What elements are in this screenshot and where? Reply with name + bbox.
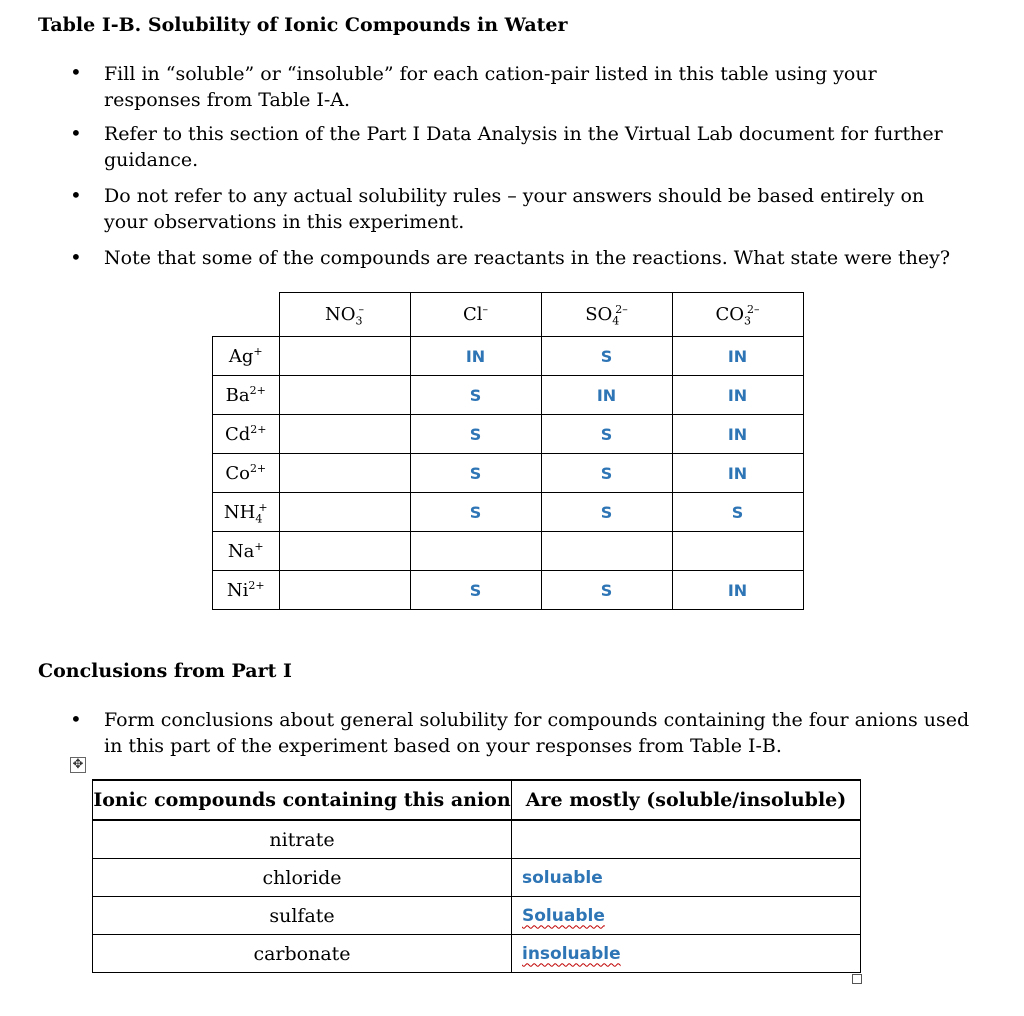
table-row xyxy=(93,935,861,973)
instruction-item: Refer to this section of the Part I Data Analysis in the Virtual Lab document for further guidance. xyxy=(104,123,943,171)
cation-label: $Co^{2+}$ xyxy=(213,454,280,493)
cation-label: $NH_4^+$ xyxy=(213,493,280,532)
anion-header: $SO_4^{2-}$ xyxy=(541,293,672,337)
solubility-cell[interactable] xyxy=(279,454,410,493)
cation-label: Ag+ xyxy=(213,337,280,376)
cation-label: Na+ xyxy=(213,532,280,571)
page-title: Table I-B. Solubility of Ionic Compounds in Water xyxy=(38,14,568,36)
anion-name: chloride xyxy=(93,859,512,897)
solubility-cell[interactable] xyxy=(279,532,410,571)
instruction-item: Fill in “soluble” or “insoluble” for each cation-pair listed in this table using your responses from Table I-A. xyxy=(104,63,877,111)
table-row xyxy=(213,376,804,415)
solubility-cell[interactable]: S xyxy=(541,493,672,532)
solubility-cell[interactable] xyxy=(410,532,541,571)
solubility-cell[interactable] xyxy=(541,532,672,571)
solubility-cell[interactable]: IN xyxy=(672,415,803,454)
solubility-cell[interactable]: S xyxy=(410,493,541,532)
answer-text: Soluable xyxy=(522,905,605,926)
solubility-cell[interactable] xyxy=(279,493,410,532)
bullet-dot: • xyxy=(70,183,82,207)
solubility-cell[interactable]: IN xyxy=(672,571,803,610)
solubility-cell[interactable]: S xyxy=(410,376,541,415)
bullet-dot: • xyxy=(70,707,82,731)
answer-cell[interactable]: soluable xyxy=(512,859,861,897)
solubility-cell[interactable]: S xyxy=(541,415,672,454)
table-row xyxy=(93,859,861,897)
cation-label: $Cd^{2+}$ xyxy=(213,415,280,454)
anion-name: nitrate xyxy=(93,820,512,859)
anion-name: sulfate xyxy=(93,897,512,935)
solubility-cell[interactable] xyxy=(279,376,410,415)
solubility-table xyxy=(212,292,804,610)
table-row xyxy=(213,454,804,493)
cation-label: $Ba^{2+}$ xyxy=(213,376,280,415)
table-row xyxy=(213,532,804,571)
solubility-cell[interactable]: IN xyxy=(672,337,803,376)
resize-handle-icon[interactable] xyxy=(852,974,862,984)
solubility-cell[interactable] xyxy=(279,571,410,610)
cation-label: $Ni^{2+}$ xyxy=(213,571,280,610)
bullet-dot: • xyxy=(70,121,82,145)
solubility-cell[interactable] xyxy=(672,532,803,571)
solubility-cell[interactable]: S xyxy=(410,454,541,493)
solubility-cell[interactable]: S xyxy=(410,571,541,610)
solubility-cell[interactable] xyxy=(279,337,410,376)
table-corner xyxy=(213,293,280,337)
anion-header: Cl– xyxy=(410,293,541,337)
answer-cell[interactable] xyxy=(512,935,861,973)
solubility-cell[interactable]: IN xyxy=(672,376,803,415)
solubility-cell[interactable]: S xyxy=(541,337,672,376)
instruction-item: Note that some of the compounds are reactants in the reactions. What state were they? xyxy=(104,247,951,269)
move-handle-icon[interactable]: ✥ xyxy=(70,757,86,773)
bullet-dot: • xyxy=(70,60,82,84)
anion-header: $NO_3^-$ xyxy=(279,293,410,337)
answer-cell[interactable] xyxy=(512,897,861,935)
answer-text: insoluable xyxy=(522,943,621,964)
table-row xyxy=(213,415,804,454)
solubility-cell[interactable]: S xyxy=(541,571,672,610)
table-row xyxy=(93,897,861,935)
solubility-cell[interactable]: S xyxy=(672,493,803,532)
solubility-cell[interactable]: S xyxy=(410,415,541,454)
solubility-cell[interactable]: IN xyxy=(672,454,803,493)
table-row xyxy=(213,493,804,532)
solubility-cell[interactable]: IN xyxy=(410,337,541,376)
solubility-cell[interactable]: IN xyxy=(541,376,672,415)
conclusions-heading: Conclusions from Part I xyxy=(38,660,292,682)
anion-header: $CO_3^{2-}$ xyxy=(672,293,803,337)
bullet-dot: • xyxy=(70,245,82,269)
conclusions-table xyxy=(92,779,861,973)
answer-cell[interactable] xyxy=(512,820,861,859)
instruction-item: Do not refer to any actual solubility rules – your answers should be based entirely on your observations in this experiment. xyxy=(104,185,925,233)
table-row xyxy=(213,571,804,610)
solubility-cell[interactable] xyxy=(279,415,410,454)
conclusions-instruction: Form conclusions about general solubility for compounds containing the four anions used in this part of the experiment based on your responses from Table I-B. xyxy=(104,709,970,757)
conclusions-header-anion: Ionic compounds containing this anion xyxy=(93,780,512,820)
solubility-cell[interactable]: S xyxy=(541,454,672,493)
table-row xyxy=(93,820,861,859)
conclusions-header-answer: Are mostly (soluble/insoluble) xyxy=(512,780,861,820)
table-row xyxy=(213,337,804,376)
anion-name: carbonate xyxy=(93,935,512,973)
